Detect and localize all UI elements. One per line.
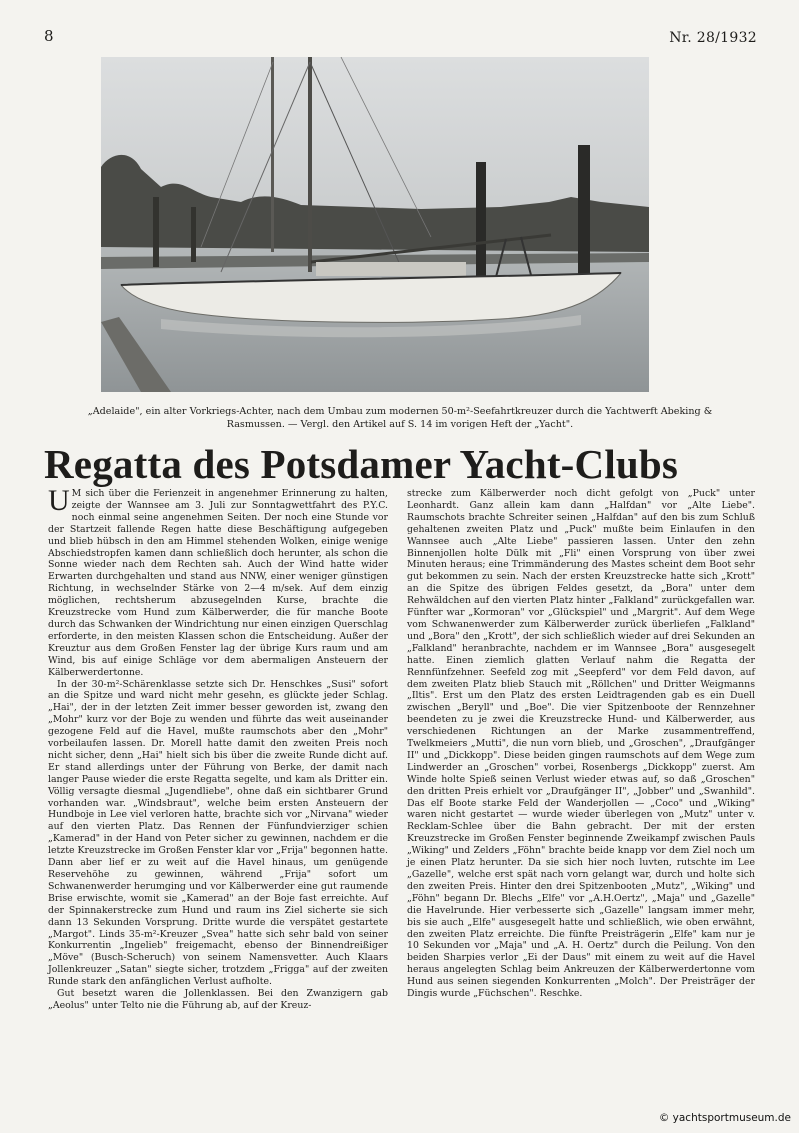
photo-caption: „Adelaide", ein alter Vorkriegs-Achter, nach dem Umbau zum modernen 50-m²-Seefahrtkreuzer durch die Yachtwerft Abeking & Rasmussen. — Vergl. den Artikel auf S. 14 im vorigen Heft der „Yacht". bbox=[87, 406, 713, 430]
watermark-text: © yachtsportmuseum.de bbox=[658, 1112, 791, 1124]
paragraph-1 bbox=[48, 484, 388, 679]
issue-number: Nr. 28/1932 bbox=[669, 30, 757, 46]
yacht-photo-drawing bbox=[101, 57, 649, 392]
paragraph-1-text: M sich über die Ferienzeit in angenehmer Erinnerung zu halten, zeigte der Wannsee am 3. Juli zur Sonntagwettfahrt des P.Y.C. noch einmal seine angenehmen Seiten. Der noch eine Stunde vor der Startzeit fallende Regen hatte diese Beschäftigung aufgegeben und blieb hübsch in den am Himmel stehenden Wolken, einige wenige Abschiedstropfen kamen dann schließlich doch herunter, als schon die Sonne wieder nach dem Rechten sah. Auch der Wind hatte wider Erwarten durchgehalten und stand aus NNW, einer weniger günstigen Richtung, in wechselnder Stärke von 2—4 m/sek. Auf dem einzig möglichen, rechtsherum abzusegelnden Kurse, brachte die Kreuzstrecke vom Hund zum Kälberwerder, die für manche Boote durch das Schwanken der Windrichtung nur einen einzigen Querschlag erforderte, in den meisten Klassen schon die Entscheidung. Außer der Kreuztur aus dem Großen Fenster lag der übrige Kurs raum und am Wind, bis auf einige Schläge vor dem abermaligen Ansteuern der Kälberwerdertonne. bbox=[48, 488, 388, 678]
article-title: Regatta des Potsdamer Yacht-Clubs bbox=[44, 441, 679, 487]
page-number: 8 bbox=[44, 27, 54, 45]
article-left-column bbox=[48, 484, 388, 1012]
article-right-column bbox=[407, 488, 755, 1000]
paragraph-4: strecke zum Kälberwerder noch dicht gefolgt von „Puck" unter Leonhardt. Ganz allein kam dann „Halfdan" vor „Alte Liebe". Raumschots brachte Schreiter seinen „Halfdan" auf den bis zum Schluß gehaltenen zweiten Platz und „Puck" mußte beim Einlaufen in den Wannsee auch „Alte Liebe" passieren lassen. Unter den zehn Binnenjollen holte Dülk mit „Fli" einen Vorsprung von über zwei Minuten heraus; eine Trimmänderung des Mastes scheint dem Boot sehr gut bekommen zu sein. Nach der ersten Kreuzstrecke hatte sich „Krott" an die Spitze des übrigen Feldes gesetzt, da „Bora" unter dem Rehwäldchen auf den vierten Platz hinter „Falkland" zurückgefallen war. Fünfter war „Kormoran" vor „Glückspiel" und „Margrit". Auf dem Wege vom Schwanenwerder zum Kälberwerder zurück überliefen „Falkland" und „Bora" den „Krott", der sich schließlich wieder auf drei Sekunden an „Falkland" heranbrachte, nachdem er im Wannsee „Bora" ausgesegelt hatte. Einen ziemlich glatten Verlauf nahm die Regatta der Rennfünfzehner. Seefeld zog mit „Seepferd" vor dem Feld davon, auf dem zweiten Platz blieb Stauch mit „Röllchen" und Dritter Weigmanns „Iltis". Erst um den Platz des ersten Leidtragenden gab es ein Duell zwischen „Beryll" und „Boe". Die vier Spitzenboote der Rennzehner beendeten zu je zwei die Kreuzstrecke Hund- und Kälberwerder, aus verschiedenen Richtungen an der Marke zusammentreffend, Twelkmeiers „Mutti", die nun vorn blieb, und „Groschen", „Draufgänger II" und „Dickkopp". Diese beiden gingen raumschots auf dem Wege zum Lindwerder an „Groschen" vorbei, Rosenbergs „Dickkopp" zuerst. Am Winde holte Spieß seinen Verlust wieder etwas auf, so daß „Groschen" den dritten Preis erhielt vor „Draufgänger II", „Jobber" und „Swanhild". Das elf Boote starke Feld der Wanderjollen — „Coco" und „Wiking" waren nicht gestartet — wurde wieder überlegen von „Mutz" unter v. Recklam-Schlee über die Bahn gebracht. Der mit der ersten Kreuzstrecke im Großen Fenster beginnende Zweikampf zwischen Pauls „Wiking" und Zelders „Föhn" brachte beide knapp vor dem Ziel noch um je einen Platz herunter. Da sie sich hier noch luvten, rutschte im Lee „Gazelle", welche erst spät nach vorn gelangt war, durch und holte sich den zweiten Preis. Hinter den drei Spitzenbooten „Mutz", „Wiking" und „Föhn" begann Dr. Blechs „Elfe" vor „A.H.Oertz", „Maja" und „Gazelle" die Havelrunde. Hier verbesserte sich „Gazelle" langsam immer mehr, bis sie auch „Elfe" ausgesegelt hatte und schließlich, wie oben erwähnt, den zweiten Platz erreichte. Die fünfte Preisträgerin „Elfe" kam nur je 10 Sekunden vor „Maja" und „A. H. Oertz" durch die Peilung. Von den beiden Sharpies verlor „Ei der Daus" mit einem zu weit auf die Havel heraus angelegten Schlag beim Ankreuzen der Kälberwerdertonne vom Hund aus seinen siegenden Konkurrenten „Molch". Der Preisträger der Dingis wurde „Füchschen". Reschke. bbox=[407, 488, 755, 1000]
drop-cap: U bbox=[48, 484, 70, 517]
paragraph-3: Gut besetzt waren die Jollenklassen. Bei den Zwanzigern gab „Aeolus" unter Telto nie die Führung ab, auf der Kreuz- bbox=[48, 988, 388, 1011]
paragraph-2: In der 30-m²-Schärenklasse setzte sich Dr. Henschkes „Susi" sofort an die Spitze und ward nicht mehr gesehn, es glückte jeder Schlag. „Hai", der in der letzten Zeit immer besser geworden ist, zwang den „Mohr" kurz vor der Boje zu wenden und führte das weit auseinander gezogene Feld auf die Havel, mußte raumschots aber den „Mohr" vorbeilaufen lassen. Dr. Morell hatte damit den zweiten Preis noch nicht sicher, denn „Hai" hielt sich bis über die zweite Runde dicht auf. Er stand allerdings unter der Führung von Berke, der damit nach langer Pause wieder die erste Regatta segelte, und kam als Dritter ein. Völlig versagte diesmal „Jugendliebe", ohne daß ein sichtbarer Grund vorhanden war. „Windsbraut", welche beim ersten Ansteuern der Hundboje in Lee viel verloren hatte, brachte sich vor „Nirvana" wieder auf den vierten Platz. Das Rennen der Fünfundvierziger schien „Kamerad" in der Hand von Peter sicher zu gewinnen, nachdem er die letzte Kreuzstrecke im Großen Fenster klar vor „Frija" begonnen hatte. Dann aber lief er zu weit auf die Havel hinaus, um genügende Reservehöhe zu gewinnen, während „Frija" sofort um Schwanenwerder herumging und vor Kälberwerder eine gut raumende Brise erwischte, womit sie „Kamerad" an der Boje fast erreichte. Auf der Spinnakerstrecke zum Hund und raum ins Ziel sicherte sie sich dann 13 Sekunden Vorsprung. Dritte wurde die verspätet gestartete „Margot". Linds 35-m²-Kreuzer „Svea" hatte sich sehr bald von seiner Konkurrentin „Ingelieb" freigemacht, ebenso der Binnendreißiger „Möve" (Busch-Scheruch) von seinem Namensvetter. Auch Klaars Jollenkreuzer „Satan" siegte sicher, trotzdem „Frigga" auf der zweiten Runde stark den anfänglichen Verlust aufholte. bbox=[48, 678, 388, 988]
yacht-photo bbox=[101, 57, 649, 392]
